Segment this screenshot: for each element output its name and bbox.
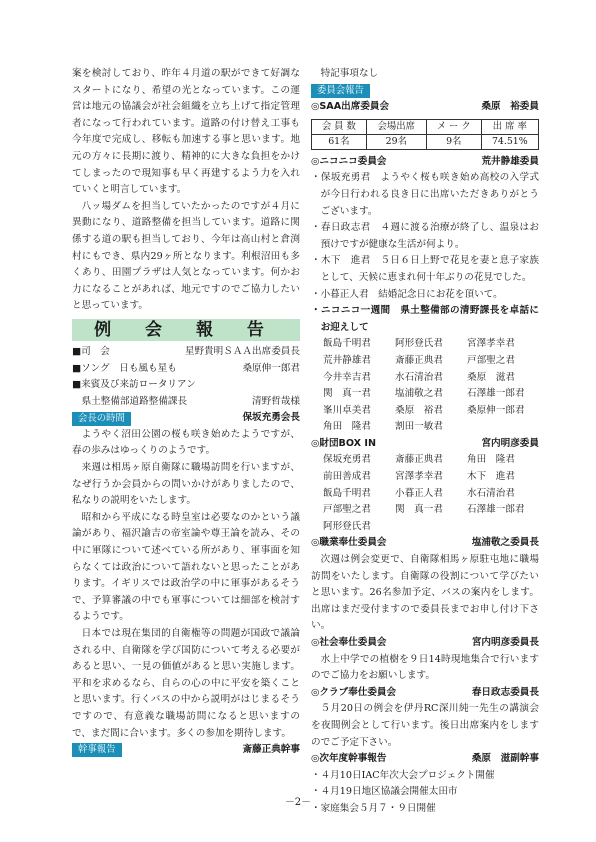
member-name: 峯川卓美君 <box>323 404 371 416</box>
member-name: 角田 隆君 <box>467 454 515 466</box>
member-name: 水石清治君 <box>395 371 443 383</box>
saa-title: ◎SAA出席委員会 <box>311 101 390 113</box>
box-name-grid <box>311 452 539 535</box>
member-name: 保坂充勇君 <box>323 454 371 466</box>
program-label: ■司 会 <box>72 345 110 357</box>
table-header-cell: 出 席 率 <box>481 119 538 134</box>
secretary-name: 斎藤正典幹事 <box>242 744 300 756</box>
program-value: 星野貴明ＳＡＡ出席委員長 <box>184 345 300 357</box>
program-row <box>72 361 300 378</box>
member-name: 前田善成君 <box>323 471 371 483</box>
club-title: ◎クラブ奉仕委員会 <box>311 686 397 698</box>
social-person: 宮内明彦委員長 <box>471 637 539 648</box>
table-header-cell: メ ー ク <box>426 119 481 134</box>
niko-name-grid <box>311 336 539 436</box>
next-year-item: ・４月10日IAC年次大会プロジェクト開催 <box>311 769 495 781</box>
president-paragraph: ようやく沼田公園の桜も咲き始めたようですが、春の歩みはゆっくりのようです。 <box>72 428 300 457</box>
member-name: 今井幸吉君 <box>323 371 371 383</box>
member-name: 斎藤正典君 <box>395 354 443 366</box>
special-none: 特記事項なし <box>320 68 379 79</box>
box-header <box>311 436 539 453</box>
table-row <box>312 134 539 149</box>
president-header <box>72 410 300 427</box>
meeting-report-banner: 例 会 報 告 <box>72 319 300 341</box>
committee-header <box>311 83 539 100</box>
president-tag: 会長の時間 <box>72 412 131 426</box>
president-paragraph: 来週は相馬ヶ原自衛隊に職場訪問を行いますが、なぜ行うか会員からの問いかけがありましたので、私なりの説明をいたします。 <box>72 462 300 507</box>
table-header-cell: 会場出席 <box>366 119 426 134</box>
program-value: 清野哲哉様 <box>252 395 300 407</box>
table-row <box>312 119 539 134</box>
member-name: 関 真一君 <box>395 504 443 516</box>
member-name: 桑原伸一郎君 <box>467 404 525 416</box>
attendance-table <box>311 119 539 150</box>
member-name: 阿形登氏君 <box>323 520 371 532</box>
club-person: 春日政志委員長 <box>471 686 539 698</box>
member-name: 荒井静雄君 <box>323 354 371 366</box>
secretary-tag: 幹事報告 <box>72 743 122 757</box>
vocational-person: 塩浦敬之委員長 <box>471 537 539 549</box>
intro-paragraph: 案を検討しており、昨年４月道の駅ができて好調なスタートになり、希望の光となっています。この運営は地元の協議会が社会組織を立ち上げて指定管理者になって行われています。道路の付け替え工事も今年度で完成し、移転も加速する事と思います。地元の方々に長期に渡り、精神的に大きな負担をかけてしまったので現知事も早く再建するよう力を入れていくと明言しています。 <box>72 68 300 196</box>
social-header <box>311 635 539 652</box>
club-header <box>311 685 539 702</box>
member-name: 小暮正人君 <box>395 487 443 499</box>
president-paragraph: 昭和から平成になる時皇室は必要なのかという議論があり、福沢諭吉の帝室論や尊王論を読み、その中に軍隊について述べている所があり、軍事面を知らなくては政治について語れないと思ったことがあります。イギリスでは政治学の中に軍事があるそうで、予算審議の中でも軍事については細部を検討するようです。 <box>72 511 300 623</box>
niko-week: ・ニコニコ一週間 県土整備部の清野課長を卓話にお迎えして <box>311 305 539 333</box>
president-name: 保坂充勇会長 <box>242 412 300 424</box>
table-header-cell: 会 員 数 <box>312 119 367 134</box>
member-name: 角田 隆君 <box>323 421 371 433</box>
member-name: 戸部聖之君 <box>323 504 371 516</box>
table-cell: 74.51% <box>481 134 538 149</box>
member-name <box>395 519 467 536</box>
member-name <box>467 519 539 536</box>
program-row <box>72 344 300 361</box>
member-name: 割田一敏君 <box>395 421 443 433</box>
niko-person: 荒井静雄委員 <box>481 155 539 167</box>
member-name: 阿形登氏君 <box>395 338 443 350</box>
table-cell: 29名 <box>366 134 426 149</box>
program-label: ■ソング 日も風も星も <box>72 362 177 374</box>
vocational-header <box>311 535 539 552</box>
niko-item: ・春日政志君 ４週に渡る治療が終了し、温泉はお預けですが健康な生活が何より。 <box>311 222 539 250</box>
vocational-title: ◎職業奉仕委員会 <box>311 537 387 549</box>
member-name: 水石清治君 <box>467 487 515 499</box>
member-name: 石澤雄一郎君 <box>467 388 525 400</box>
club-text: ５月20日の例会を伊丹RC深川純一先生の講演会を夜間例会として行います。後日出席案内をしますのでご予定下さい。 <box>311 703 539 748</box>
table-cell: 61名 <box>312 134 367 149</box>
box-title: ◎財団BOX IN <box>311 437 377 449</box>
member-name: 宮澤孝幸君 <box>395 471 443 483</box>
saa-header <box>311 99 539 116</box>
secretary-header <box>72 742 300 759</box>
niko-header <box>311 154 539 171</box>
member-name: 戸部聖之君 <box>467 354 515 366</box>
member-name <box>467 419 539 436</box>
vocational-text: 次週は例会変更で、自衛隊相馬ヶ原駐屯地に職場訪問をいたします。自衛隊の役割について学びたいと思います。26名参加予定、バスの案内をします。出席はまだ受付ますので委員長までお申し付け下さい。 <box>311 554 539 632</box>
next-year-item: ・家庭集会５月７・９日開催 <box>311 802 436 814</box>
next-year-person: 桑原 滋副幹事 <box>471 753 539 765</box>
niko-item: ・保坂充勇君 ようやく桜も咲き始め高校の入学式が今日行われる良き日に出席いただきありがとうございます。 <box>311 172 539 217</box>
right-column <box>311 66 539 818</box>
member-name: 石澤雄一郎君 <box>467 504 525 516</box>
member-name: 飯島千明君 <box>323 338 371 350</box>
program-label: 県土整備部道路整備課長 <box>81 395 188 407</box>
program-value: 桑原伸一郎君 <box>242 362 300 374</box>
next-year-header <box>311 751 539 768</box>
member-name: 塩浦敬之君 <box>395 388 443 400</box>
program-row <box>72 394 300 411</box>
social-text: 水上中学での植樹を９日14時現地集合で行いますのでご協力をお願いします。 <box>311 653 539 682</box>
left-column <box>72 66 300 759</box>
niko-item: ・小暮正人君 結婚記念日にお花を頂いて。 <box>311 288 503 300</box>
member-name: 飯島千明君 <box>323 487 371 499</box>
box-person: 宮内明彦委員 <box>481 437 539 449</box>
member-name: 桑原 滋君 <box>467 371 515 383</box>
social-title: ◎社会奉仕委員会 <box>311 637 387 648</box>
page-number: －2－ <box>284 797 312 808</box>
niko-item: ・木下 進君 ５日６日上野で花見を妻と息子家族として、天候に恵まれ何十年ぶりの花見でした。 <box>311 255 539 283</box>
next-year-item: ・４月19日地区協議会開催太田市 <box>311 786 458 798</box>
program-row <box>72 377 300 394</box>
member-name: 宮澤孝幸君 <box>467 338 515 350</box>
member-name: 斎藤正典君 <box>395 454 443 466</box>
member-name: 関 真一君 <box>323 388 371 400</box>
president-paragraph: 日本では現在集団的自衛権等の問題が国政で議論される中、自衛隊を学び国防について考える必要があると思い、一見の価値があると思い実施します。平和を求めるなら、自らの心の中に平安を築くことと思います。行くバスの中から説明がはじまるそうですので、有意義な職場訪問になると思いますので、まだ間に合います。多くの参加を期待します。 <box>72 628 300 739</box>
member-name: 桑原 裕君 <box>395 404 443 416</box>
next-year-title: ◎次年度幹事報告 <box>311 753 387 765</box>
intro-paragraph: 八ッ場ダムを担当していたかったのですが４月に異動になり、道路整備を担当しています。道路に関係する道の駅も担当しており、今年は高山村と倉渕村にもでき、県内29ヶ所となります。利根沼田も多くあり、田園プラザは人気となっています。何かお力になることがあれば、地元ですのでご協力したいと思っています。 <box>72 200 300 312</box>
table-cell: 9名 <box>426 134 481 149</box>
program-label: ■来賓及び来訪ロータリアン <box>72 379 196 391</box>
saa-person: 桑原 裕委員 <box>481 101 539 113</box>
niko-title: ◎ニコニコ委員会 <box>311 155 387 167</box>
committee-tag: 委員会報告 <box>311 84 370 98</box>
member-name: 木下 進君 <box>467 471 515 483</box>
